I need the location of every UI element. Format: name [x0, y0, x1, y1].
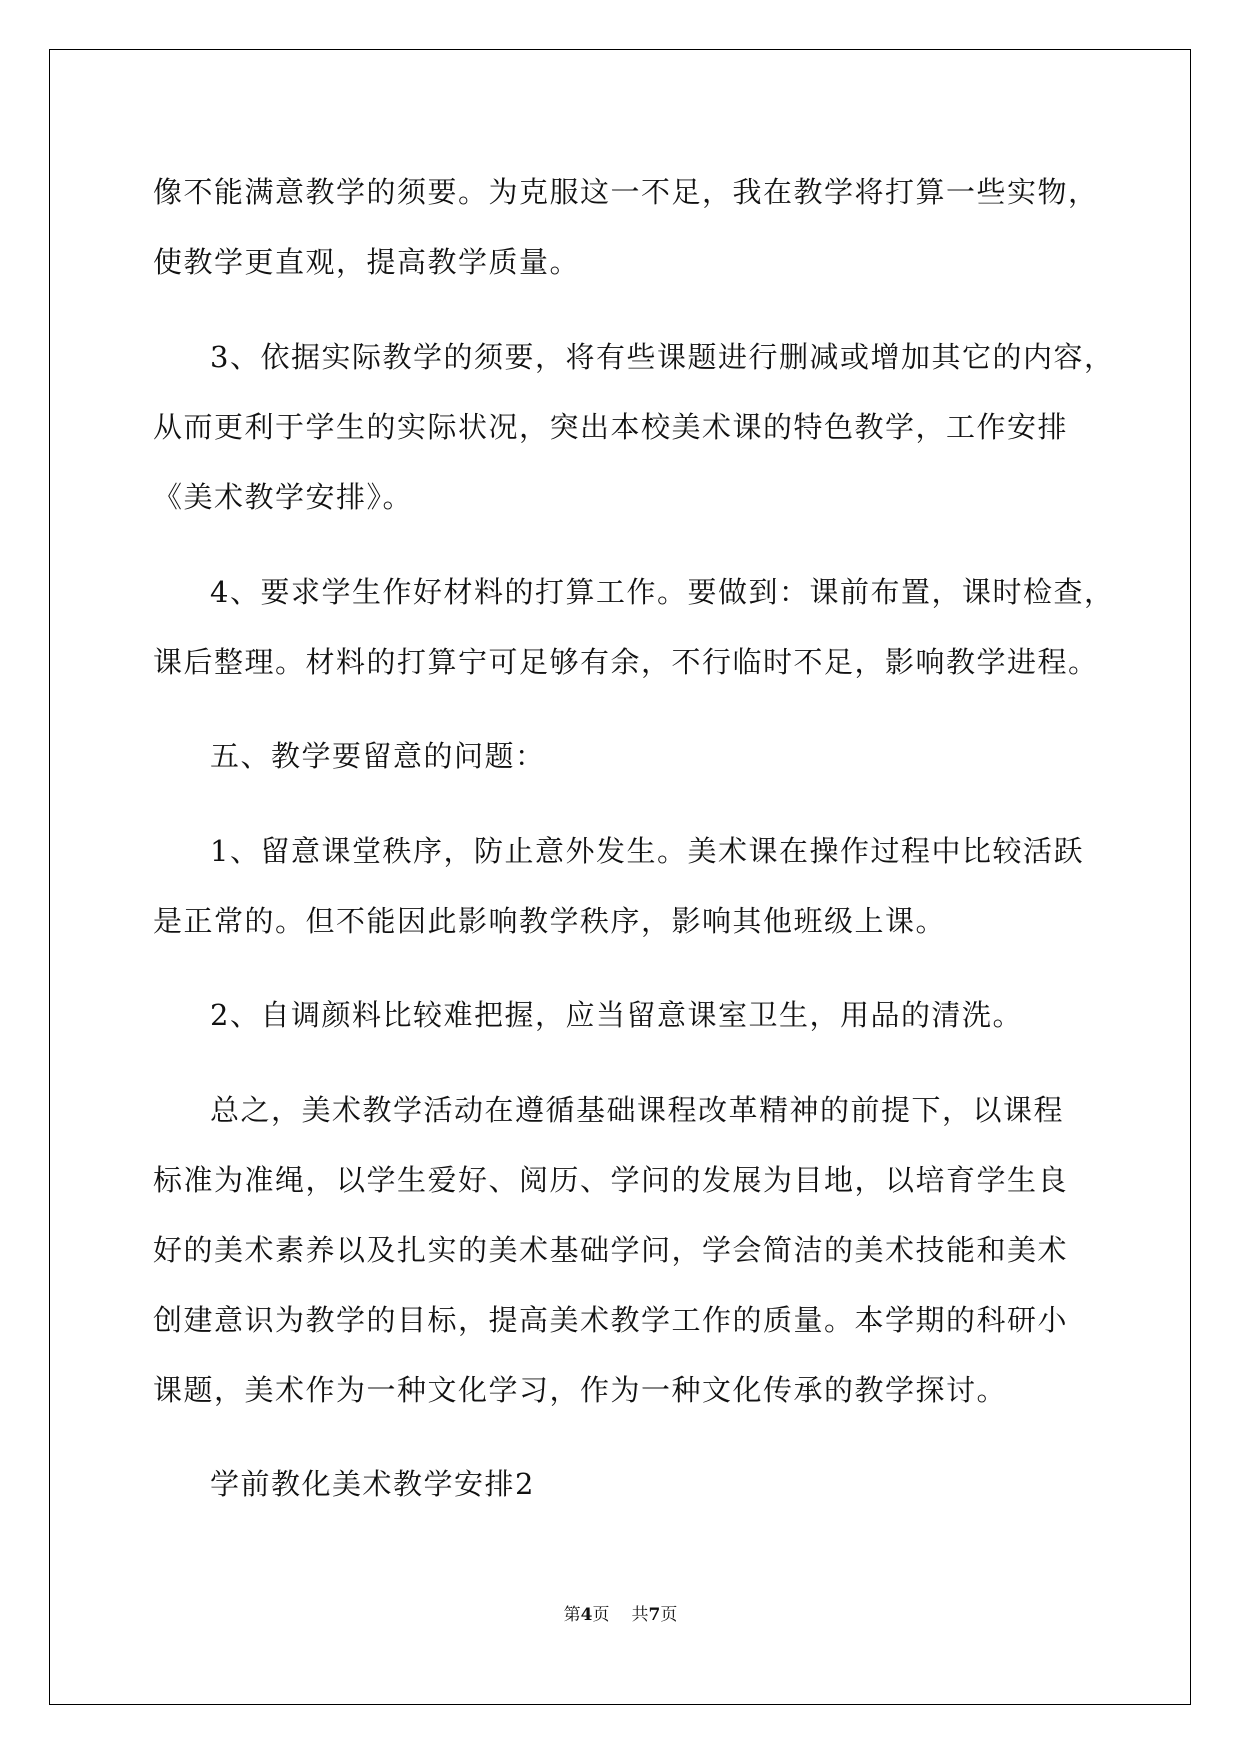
body-line: 标准为准绳，以学生爱好、阅历、学问的发展为目地，以培育学生良	[153, 1163, 1069, 1197]
page-border	[49, 49, 1191, 1705]
body-line: 从而更利于学生的实际状况，突出本校美术课的特色教学，工作安排	[153, 410, 1069, 444]
current-page-number: 4	[580, 1605, 593, 1625]
body-line: 像不能满意教学的须要。为克服这一不足，我在教学将打算一些实物，	[153, 175, 1099, 209]
page-label-prefix: 第	[563, 1605, 581, 1625]
body-line: 课后整理。材料的打算宁可足够有余，不行临时不足，影响教学进程。	[153, 645, 1099, 679]
body-line: 3、依据实际教学的须要，将有些课题进行删减或增加其它的内容，	[210, 340, 1115, 374]
body-line: 课题，美术作为一种文化学习，作为一种文化传承的教学探讨。	[153, 1373, 1008, 1407]
body-line: 2、自调颜料比较难把握，应当留意课室卫生，用品的清洗。	[210, 998, 1023, 1032]
body-line: 总之，美术教学活动在遵循基础课程改革精神的前提下，以课程	[210, 1093, 1065, 1127]
body-line: 是正常的。但不能因此影响教学秩序，影响其他班级上课。	[153, 904, 947, 938]
page-label-suffix: 页	[592, 1605, 610, 1625]
body-line: 好的美术素养以及扎实的美术基础学问，学会简洁的美术技能和美术	[153, 1233, 1069, 1267]
body-line: 1、留意课堂秩序，防止意外发生。美术课在操作过程中比较活跃	[210, 834, 1084, 868]
section-title: 学前教化美术教学安排2	[210, 1467, 535, 1501]
total-label-suffix: 页	[660, 1605, 678, 1625]
body-line: 创建意识为教学的目标，提高美术教学工作的质量。本学期的科研小	[153, 1303, 1069, 1337]
body-line: 《美术教学安排》。	[153, 480, 414, 514]
total-label-prefix: 共	[631, 1605, 649, 1625]
page-footer	[0, 1603, 1241, 1627]
total-page-number: 7	[648, 1605, 661, 1625]
body-line: 使教学更直观，提高教学质量。	[153, 245, 581, 279]
body-line: 4、要求学生作好材料的打算工作。要做到：课前布置，课时检查，	[210, 575, 1115, 609]
section-heading: 五、教学要留意的问题：	[210, 739, 546, 773]
